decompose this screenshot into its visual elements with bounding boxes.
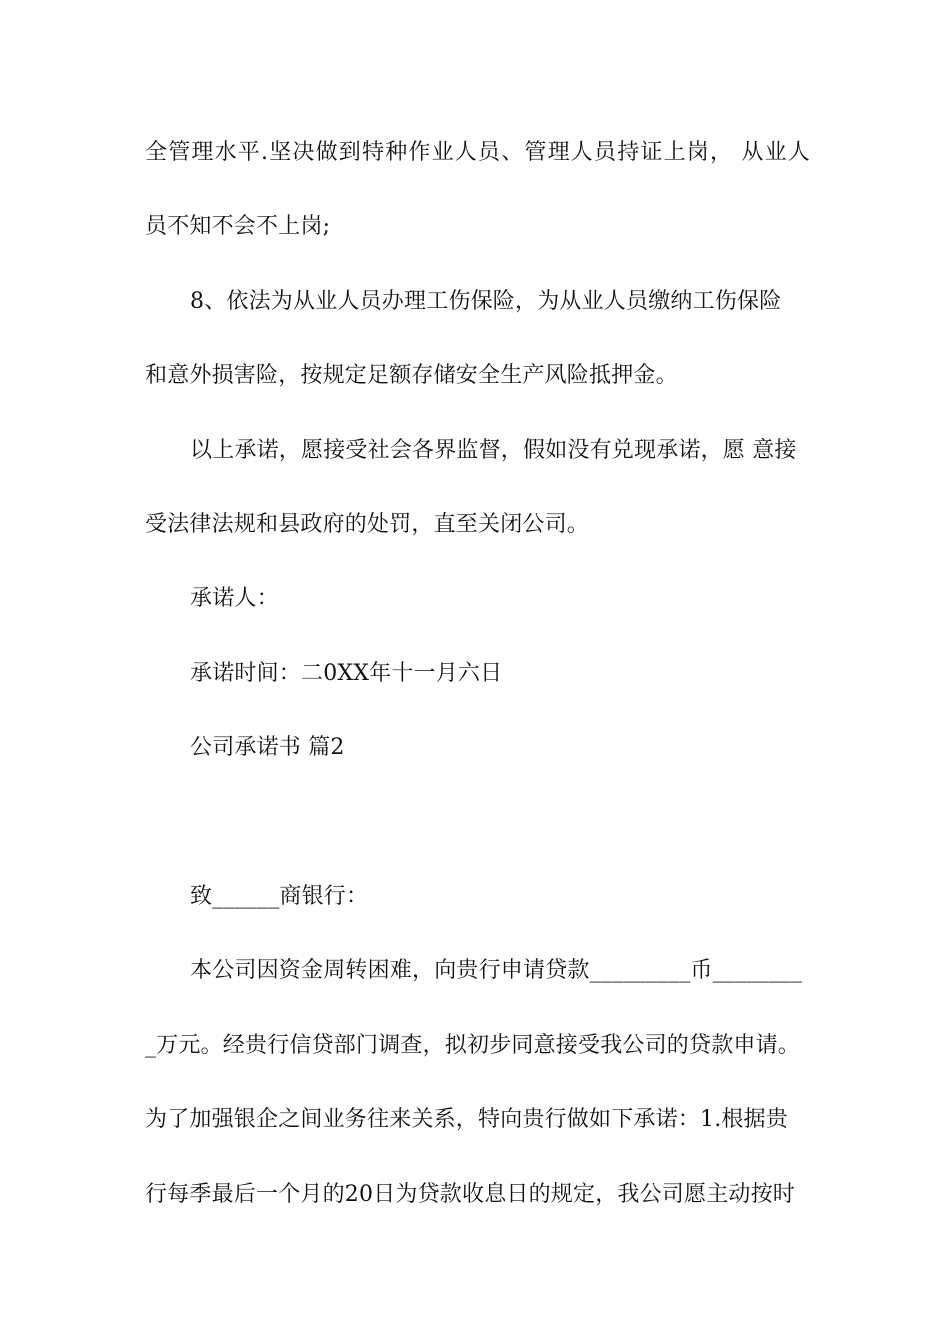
paragraph-line: 以上承诺，愿接受社会各界监督，假如没有兑现承诺，愿 意接 (190, 438, 797, 463)
paragraph-line: 8、依法为从业人员办理工伤保险，为从业人员缴纳工伤保险 (190, 289, 782, 314)
paragraph-line: _万元。经贵行信贷部门调查，拟初步同意接受我公司的贷款申请。 (145, 1033, 801, 1058)
paragraph-line: 为了加强银企之间业务往来关系，特向贵行做如下承诺：1.根据贵 (145, 1107, 788, 1132)
paragraph-line: 全管理水平.坚决做到特种作业人员、管理人员持证上岗， 从业人 (145, 140, 810, 165)
signature-label: 承诺人： (190, 586, 279, 611)
paragraph-line: 本公司因资金周转困难，向贵行申请贷款_________币________ (190, 958, 803, 983)
salutation: 致______商银行： (190, 884, 369, 909)
paragraph-line: 行每季最后一个月的20日为贷款收息日的规定，我公司愿主动按时 (145, 1182, 795, 1207)
section-title: 公司承诺书 篇2 (190, 735, 345, 760)
paragraph-line: 受法律法规和县政府的处罚，直至关闭公司。 (145, 512, 590, 537)
paragraph-line: 员不知不会不上岗; (145, 214, 331, 239)
paragraph-line: 和意外损害险，按规定足额存储安全生产风险抵押金。 (145, 363, 678, 388)
commitment-date: 承诺时间：二0XX年十一月六日 (190, 661, 503, 686)
